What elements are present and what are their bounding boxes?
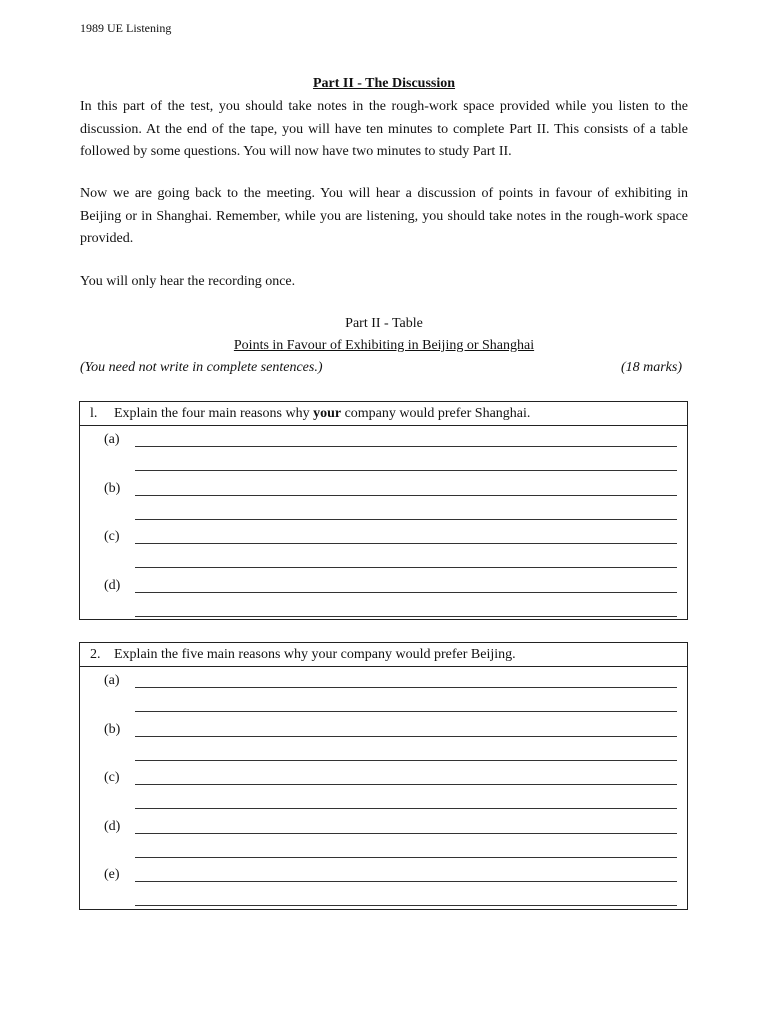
instructions-paragraph-1: In this part of the test, you should take notes in the rough-work space provided while you listen to the discussion. At the end of the tape, you will have ten minutes to complete Part II. This consists of a table followed by some questions. You will now have two minutes to study Part II. [80, 99, 688, 159]
answer-line[interactable] [135, 616, 677, 617]
item-label: (d) [104, 577, 121, 593]
instructions-paragraph-3: You will only hear the recording once. [80, 274, 296, 289]
answer-item[interactable] [80, 813, 687, 862]
instructions-paragraph-2: Now we are going back to the meeting. You will hear a discussion of points in favour of exhibiting in Beijing or in Shanghai. Remember, while you are listening, you should take notes in the rough-work space provided. [80, 186, 688, 246]
item-label: (b) [104, 721, 121, 737]
answer-line[interactable] [135, 592, 677, 593]
item-label: (c) [104, 529, 120, 544]
answer-item[interactable] [80, 764, 687, 813]
answer-line[interactable] [135, 857, 677, 858]
answer-item[interactable] [80, 861, 687, 910]
marks-label: (18 marks) [620, 360, 682, 375]
page-title: Part II - The Discussion [312, 76, 456, 91]
answer-line[interactable] [135, 784, 677, 785]
answer-line[interactable] [135, 687, 677, 688]
answer-line[interactable] [135, 543, 677, 544]
item-label: (a) [104, 432, 120, 447]
answer-line[interactable] [135, 833, 677, 834]
question-1-box [79, 401, 688, 620]
question-2-text: Explain the five main reasons why your company would prefer Beijing. [114, 647, 516, 662]
answer-line[interactable] [135, 736, 677, 737]
question-1-text-end: company would prefer Shanghai. [341, 406, 531, 421]
answer-line[interactable] [135, 519, 677, 520]
page-header: 1989 UE Listening [80, 21, 172, 35]
answer-line[interactable] [135, 711, 677, 712]
question-1-number: l. [90, 406, 98, 421]
answer-item[interactable] [80, 667, 687, 716]
item-label: (b) [104, 480, 121, 496]
answer-line[interactable] [135, 446, 677, 447]
answer-line[interactable] [135, 495, 677, 496]
question-1-emphasis: your [313, 406, 342, 421]
question-1-heading [80, 402, 687, 426]
answer-line[interactable] [135, 567, 677, 568]
item-label: (d) [104, 818, 121, 834]
item-label: (c) [104, 770, 120, 785]
answer-line[interactable] [135, 905, 677, 906]
answer-item[interactable] [80, 523, 687, 572]
question-2-number: 2. [90, 647, 101, 662]
answer-item[interactable] [80, 716, 687, 765]
item-label: (e) [104, 867, 120, 882]
question-1-text-start: Explain the four main reasons why [114, 406, 314, 421]
answer-item[interactable] [80, 426, 687, 475]
question-2-heading [80, 643, 687, 667]
table-title: Part II - Table [345, 316, 423, 331]
answer-line[interactable] [135, 808, 677, 809]
item-label: (a) [104, 673, 120, 688]
table-note: (You need not write in complete sentences.) [80, 360, 323, 375]
answer-item[interactable] [80, 572, 687, 621]
answer-line[interactable] [135, 470, 677, 471]
answer-line[interactable] [135, 760, 677, 761]
table-subtitle: Points in Favour of Exhibiting in Beijing or Shanghai [233, 338, 535, 353]
answer-item[interactable] [80, 475, 687, 524]
answer-line[interactable] [135, 881, 677, 882]
question-2-box [79, 642, 688, 910]
